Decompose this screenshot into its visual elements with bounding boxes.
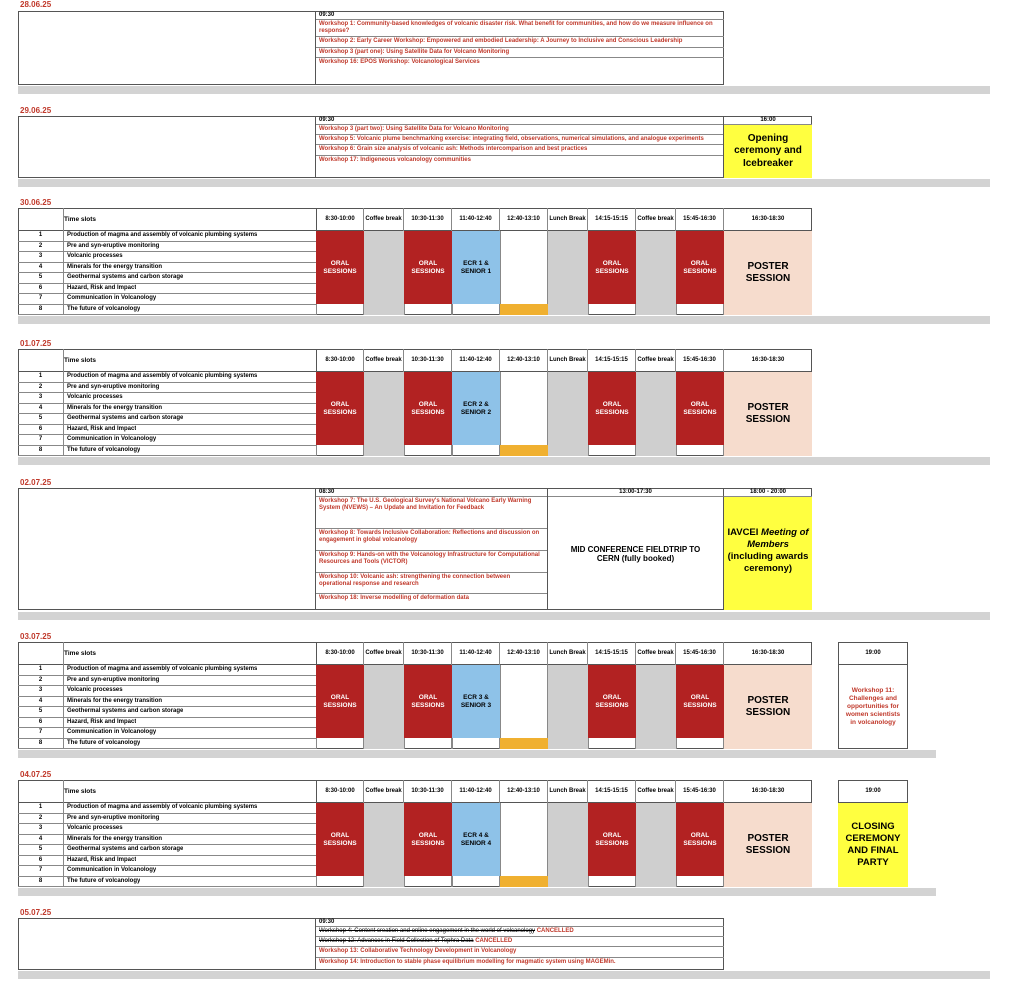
topic-number: 4: [18, 835, 64, 845]
poster-session-block: POSTER SESSION: [724, 372, 812, 456]
topic-row: [18, 845, 316, 856]
break-block: [548, 803, 588, 887]
slot-header: Lunch Break: [548, 642, 588, 665]
slot-header: 15:45-16:30: [676, 642, 724, 665]
empty-cell: [452, 304, 500, 315]
topic-number: 6: [18, 718, 64, 728]
ecr-senior-block: ECR 1 & SENIOR 1: [452, 231, 500, 304]
slot-header: 8:30-10:00: [316, 349, 364, 372]
topic-title: Pre and syn-eruptive monitoring: [67, 383, 160, 390]
slot-header: Coffee break: [364, 349, 404, 372]
workshop-table: [315, 488, 548, 610]
slot-header: 16:30-18:30: [751, 216, 785, 223]
topic-row: [18, 739, 316, 750]
topic-number: 2: [18, 814, 64, 824]
time-slots-label: Time slots: [64, 650, 97, 657]
break-block: [364, 665, 404, 749]
workshop-row: Workshop 18: Inverse modelling of deformation data: [319, 595, 469, 601]
topic-row: [18, 273, 316, 284]
slot-header: 11:40-12:40: [452, 780, 500, 803]
separator-bar: [18, 179, 990, 187]
empty-cell: [316, 738, 364, 749]
topic-number: 7: [18, 866, 64, 876]
free-slot: [500, 372, 548, 445]
evening-time: 18:00 - 20:00: [724, 488, 812, 497]
closing-ceremony: CLOSING CEREMONY AND FINAL PARTY: [838, 803, 908, 887]
oral-sessions-block: ORAL SESSIONS: [588, 803, 636, 876]
slot-header: Coffee break: [636, 642, 676, 665]
opening-ceremony: Opening ceremony and Icebreaker: [724, 125, 812, 178]
topic-row: [18, 294, 316, 305]
topic-number: 2: [18, 383, 64, 393]
start-time: 08:30: [316, 488, 547, 497]
poster-session-block: POSTER SESSION: [724, 665, 812, 749]
topic-number: 6: [18, 284, 64, 294]
slot-header: 10:30-11:30: [404, 349, 452, 372]
topic-title: Geothermal systems and carbon storage: [67, 846, 184, 852]
date-label: 03.07.25: [20, 632, 52, 641]
slot-header: 14:15-15:15: [588, 208, 636, 231]
workshop-row: Workshop 5: Volcanic plume benchmarking exercise: integrating field, observations, numerical simulations, and analogue experiments: [316, 135, 723, 145]
oral-sessions-block: ORAL SESSIONS: [676, 665, 724, 738]
separator-bar: [18, 612, 990, 620]
topic-title: Hazard, Risk and Impact: [67, 718, 137, 725]
topic-row: [18, 414, 316, 425]
slot-header: 14:15-15:15: [588, 642, 636, 665]
topic-number: 7: [18, 294, 64, 304]
topic-row: [18, 676, 316, 687]
topic-title: The future of volcanology: [67, 877, 141, 884]
topic-number: 1: [18, 665, 64, 675]
slot-header: 10:30-11:30: [404, 208, 452, 231]
topic-row: [18, 435, 316, 446]
workshop-table: [315, 11, 724, 85]
break-block: [364, 231, 404, 315]
topic-row: [18, 835, 316, 846]
topic-row: [18, 231, 316, 242]
workshop-row: Workshop 7: The U.S. Geological Survey's National Volcano Early Warning System (NVEWS) – An Update and Invitation for Feedback: [316, 497, 547, 529]
topic-number: 5: [18, 414, 64, 424]
empty-cell: [452, 876, 500, 887]
topic-number: 6: [18, 856, 64, 866]
topic-row: [18, 728, 316, 739]
topic-row: [18, 425, 316, 436]
start-time: 09:30: [316, 116, 723, 125]
oral-sessions-block: ORAL SESSIONS: [588, 231, 636, 304]
topic-row: [18, 718, 316, 729]
topic-title: Pre and syn-eruptive monitoring: [67, 814, 160, 821]
time-slots-label: Time slots: [64, 216, 97, 223]
topic-row: [18, 284, 316, 295]
empty-cell: [676, 738, 724, 749]
workshop-row: Workshop 6: Grain size analysis of volcanic ash: Methods intercomparison and best practices: [316, 145, 723, 155]
slot-header: 16:30-18:30: [751, 650, 785, 657]
free-slot: [500, 803, 548, 876]
topic-number: 5: [18, 707, 64, 717]
empty-cell: [452, 738, 500, 749]
topic-title: Communication in Volcanology: [67, 729, 157, 735]
slot-header: Coffee break: [364, 208, 404, 231]
separator-bar: [18, 971, 990, 979]
topic-number: 4: [18, 404, 64, 414]
topic-title: Volcanic processes: [67, 687, 123, 693]
fieldtrip-time: 13:00-17:30: [548, 488, 724, 497]
slot-header: 12:40-13:10: [500, 780, 548, 803]
separator-bar: [18, 457, 990, 465]
break-block: [636, 803, 676, 887]
evening-workshop: Workshop 11: Challenges and opportunities for women scientists in volcanology: [845, 686, 901, 727]
highlight-slot: [500, 738, 548, 749]
oral-sessions-block: ORAL SESSIONS: [316, 231, 364, 304]
topic-row: [18, 707, 316, 718]
topic-title: Geothermal systems and carbon storage: [67, 274, 184, 280]
topic-number: 2: [18, 242, 64, 252]
topic-title: Communication in Volcanology: [67, 295, 157, 301]
workshop-row-cancelled: [316, 937, 724, 947]
slot-header: 11:40-12:40: [452, 349, 500, 372]
topic-number: 5: [18, 273, 64, 283]
poster-session-block: POSTER SESSION: [724, 803, 812, 887]
cancelled-tag: CANCELLED: [535, 928, 574, 934]
slot-header: 11:40-12:40: [452, 642, 500, 665]
start-time: 09:30: [316, 918, 724, 927]
workshop-row: Workshop 3 (part two): Using Satellite Data for Volcano Monitoring: [316, 125, 723, 135]
empty-cell: [316, 876, 364, 887]
topic-title: Pre and syn-eruptive monitoring: [67, 676, 160, 683]
slot-header: 10:30-11:30: [404, 642, 452, 665]
oral-sessions-block: ORAL SESSIONS: [588, 372, 636, 445]
slot-header: 15:45-16:30: [676, 208, 724, 231]
topic-number: 8: [18, 446, 64, 456]
workshop-row: Workshop 16: EPOS Workshop: Volcanological Services: [319, 58, 480, 65]
topic-title: Pre and syn-eruptive monitoring: [67, 242, 160, 249]
empty-cell: [676, 304, 724, 315]
free-slot: [500, 665, 548, 738]
topic-title: Production of magma and assembly of volcanic plumbing systems: [67, 804, 258, 810]
slot-header: Coffee break: [364, 780, 404, 803]
date-label: 01.07.25: [20, 339, 52, 348]
topic-title: The future of volcanology: [67, 305, 141, 312]
workshop-table: [315, 116, 724, 178]
date-label: 02.07.25: [20, 478, 52, 487]
empty-cell: [676, 876, 724, 887]
topic-title: Production of magma and assembly of volcanic plumbing systems: [67, 373, 258, 379]
cancelled-title: Workshop 4: Content creation and online engagement in the world of volcanology: [319, 928, 536, 934]
topic-number: 3: [18, 252, 64, 262]
date-label: 29.06.25: [20, 106, 52, 115]
workshop-row: Workshop 2: Early Career Workshop: Empowered and embodied Leadership: A Journey to Inclusive and Conscious Leadership: [316, 37, 724, 47]
topic-number: 7: [18, 728, 64, 738]
poster-session-block: POSTER SESSION: [724, 231, 812, 315]
topic-row: [18, 814, 316, 825]
break-block: [548, 231, 588, 315]
topic-row: [18, 242, 316, 253]
oral-sessions-block: ORAL SESSIONS: [404, 803, 452, 876]
empty-cell: [452, 445, 500, 456]
cancelled-title: Workshop 12: Advances in Field Collection of Tephra Data: [319, 938, 474, 945]
separator-bar: [18, 888, 936, 896]
time-slots-label: Time slots: [64, 788, 97, 795]
ecr-senior-block: ECR 4 & SENIOR 4: [452, 803, 500, 876]
separator-bar: [18, 750, 936, 758]
slot-header: 15:45-16:30: [676, 780, 724, 803]
break-block: [636, 231, 676, 315]
highlight-slot: [500, 876, 548, 887]
workshop-row: Workshop 3 (part one): Using Satellite Data for Volcano Monitoring: [316, 48, 724, 58]
topic-title: The future of volcanology: [67, 739, 141, 746]
topic-number: 3: [18, 824, 64, 834]
topic-title: Geothermal systems and carbon storage: [67, 708, 184, 714]
break-block: [636, 665, 676, 749]
topic-title: Volcanic processes: [67, 253, 123, 259]
topic-number: 2: [18, 676, 64, 686]
date-label: 05.07.25: [20, 908, 52, 917]
topic-number: 4: [18, 263, 64, 273]
topic-row: [18, 446, 316, 457]
empty-cell: [404, 876, 452, 887]
free-slot: [500, 231, 548, 304]
topic-row: [18, 383, 316, 394]
empty-cell: [588, 876, 636, 887]
topic-title: Minerals for the energy transition: [67, 835, 163, 842]
empty-cell: [588, 445, 636, 456]
topic-row: [18, 877, 316, 888]
topic-title: Production of magma and assembly of volcanic plumbing systems: [67, 666, 258, 672]
evening-time: 19:00: [838, 780, 908, 803]
topic-title: Hazard, Risk and Impact: [67, 284, 137, 291]
topic-row: [18, 866, 316, 877]
oral-sessions-block: ORAL SESSIONS: [316, 372, 364, 445]
fieldtrip-label: MID CONFERENCE FIELDTRIP TO CERN (fully booked): [548, 497, 724, 610]
date-label: 04.07.25: [20, 770, 52, 779]
topic-row: [18, 824, 316, 835]
ecr-senior-block: ECR 3 & SENIOR 3: [452, 665, 500, 738]
topic-row: [18, 305, 316, 316]
slot-header: 8:30-10:00: [316, 208, 364, 231]
topic-title: Communication in Volcanology: [67, 867, 157, 873]
meeting-title-b: Meeting of Members: [747, 527, 809, 550]
oral-sessions-block: ORAL SESSIONS: [404, 231, 452, 304]
slot-header: 10:30-11:30: [404, 780, 452, 803]
topic-row: [18, 372, 316, 383]
break-block: [548, 665, 588, 749]
evening-time: 16:00: [724, 116, 812, 125]
workshop-row: Workshop 1: Community-based knowledges of volcanic disaster risk. What benefit for communities, and how do we measure influence on response?: [316, 20, 724, 37]
workshop-row: Workshop 8: Towards Inclusive Collaboration: Reflections and discussion on engagement in global volcanology: [316, 529, 547, 551]
workshop-row: Workshop 9: Hands-on with the Volcanology Infrastructure for Computational Resources and Tools (VICTOR): [316, 551, 547, 573]
empty-cell: [316, 445, 364, 456]
topic-title: Minerals for the energy transition: [67, 263, 163, 270]
date-label: 30.06.25: [20, 198, 52, 207]
slot-header: 14:15-15:15: [588, 349, 636, 372]
topic-title: Volcanic processes: [67, 394, 123, 400]
ecr-senior-block: ECR 2 & SENIOR 2: [452, 372, 500, 445]
break-block: [364, 372, 404, 456]
topic-row: [18, 697, 316, 708]
workshop-row: Workshop 13: Collaborative Technology Development in Volcanology: [316, 947, 724, 957]
start-time: 09:30: [316, 11, 724, 20]
topic-title: Minerals for the energy transition: [67, 404, 163, 411]
break-block: [636, 372, 676, 456]
date-label: 28.06.25: [20, 0, 52, 9]
separator-bar: [18, 316, 990, 324]
topic-title: Communication in Volcanology: [67, 436, 157, 442]
empty-cell: [676, 445, 724, 456]
break-block: [548, 372, 588, 456]
meeting-of-members: [724, 497, 812, 610]
topic-number: 1: [18, 231, 64, 241]
topic-title: Minerals for the energy transition: [67, 697, 163, 704]
empty-cell: [588, 738, 636, 749]
slot-header: Coffee break: [364, 642, 404, 665]
empty-cell: [404, 445, 452, 456]
evening-time: 19:00: [838, 642, 908, 665]
meeting-title-a: IAVCEI: [727, 527, 762, 538]
topic-title: Volcanic processes: [67, 825, 123, 831]
slot-header: 15:45-16:30: [676, 349, 724, 372]
topic-number: 1: [18, 372, 64, 382]
topic-number: 8: [18, 877, 64, 887]
topic-title: Hazard, Risk and Impact: [67, 856, 137, 863]
cancelled-tag: CANCELLED: [473, 938, 513, 945]
empty-cell: [588, 304, 636, 315]
topic-number: 5: [18, 845, 64, 855]
slot-header: 16:30-18:30: [751, 357, 785, 364]
highlight-slot: [500, 445, 548, 456]
topic-row: [18, 856, 316, 867]
empty-cell: [404, 304, 452, 315]
oral-sessions-block: ORAL SESSIONS: [676, 803, 724, 876]
workshop-row: Workshop 17: Indigeneous volcanology communities: [319, 156, 471, 163]
topic-row: [18, 665, 316, 676]
topic-row: [18, 686, 316, 697]
separator-bar: [18, 86, 990, 94]
break-block: [364, 803, 404, 887]
topic-title: The future of volcanology: [67, 446, 141, 453]
workshop-table: [315, 918, 724, 970]
slot-header: 8:30-10:00: [316, 642, 364, 665]
slot-header: 11:40-12:40: [452, 208, 500, 231]
slot-header: Lunch Break: [548, 780, 588, 803]
topic-title: Geothermal systems and carbon storage: [67, 415, 184, 421]
slot-header: 16:30-18:30: [751, 788, 785, 795]
topic-number: 8: [18, 739, 64, 749]
topic-row: [18, 393, 316, 404]
oral-sessions-block: ORAL SESSIONS: [676, 372, 724, 445]
slot-header: Coffee break: [636, 349, 676, 372]
topic-row: [18, 803, 316, 814]
topic-number: 1: [18, 803, 64, 813]
oral-sessions-block: ORAL SESSIONS: [404, 372, 452, 445]
slot-header: Coffee break: [636, 780, 676, 803]
highlight-slot: [500, 304, 548, 315]
oral-sessions-block: ORAL SESSIONS: [404, 665, 452, 738]
slot-header: 8:30-10:00: [316, 780, 364, 803]
topic-number: 4: [18, 697, 64, 707]
topic-title: Production of magma and assembly of volcanic plumbing systems: [67, 232, 258, 238]
time-slots-label: Time slots: [64, 357, 97, 364]
slot-header: Lunch Break: [548, 208, 588, 231]
topic-title: Hazard, Risk and Impact: [67, 425, 137, 432]
oral-sessions-block: ORAL SESSIONS: [588, 665, 636, 738]
oral-sessions-block: ORAL SESSIONS: [316, 665, 364, 738]
topic-row: [18, 263, 316, 274]
topic-number: 3: [18, 686, 64, 696]
meeting-title-c: (including awards ceremony): [727, 550, 809, 574]
topic-number: 3: [18, 393, 64, 403]
topic-row: [18, 252, 316, 263]
workshop-row: Workshop 14: Introduction to stable phase equilibrium modelling for magmatic system using MAGEMin.: [319, 958, 616, 965]
topic-row: [18, 404, 316, 415]
slot-header: Coffee break: [636, 208, 676, 231]
topic-number: 8: [18, 305, 64, 315]
workshop-row-cancelled: [316, 927, 724, 937]
slot-header: 12:40-13:10: [500, 349, 548, 372]
oral-sessions-block: ORAL SESSIONS: [316, 803, 364, 876]
slot-header: 12:40-13:10: [500, 208, 548, 231]
topic-number: 6: [18, 425, 64, 435]
workshop-row: Workshop 10: Volcanic ash: strengthening the connection between operational response and research: [316, 573, 547, 594]
topic-number: 7: [18, 435, 64, 445]
oral-sessions-block: ORAL SESSIONS: [676, 231, 724, 304]
empty-cell: [404, 738, 452, 749]
slot-header: Lunch Break: [548, 349, 588, 372]
slot-header: 12:40-13:10: [500, 642, 548, 665]
empty-cell: [316, 304, 364, 315]
slot-header: 14:15-15:15: [588, 780, 636, 803]
